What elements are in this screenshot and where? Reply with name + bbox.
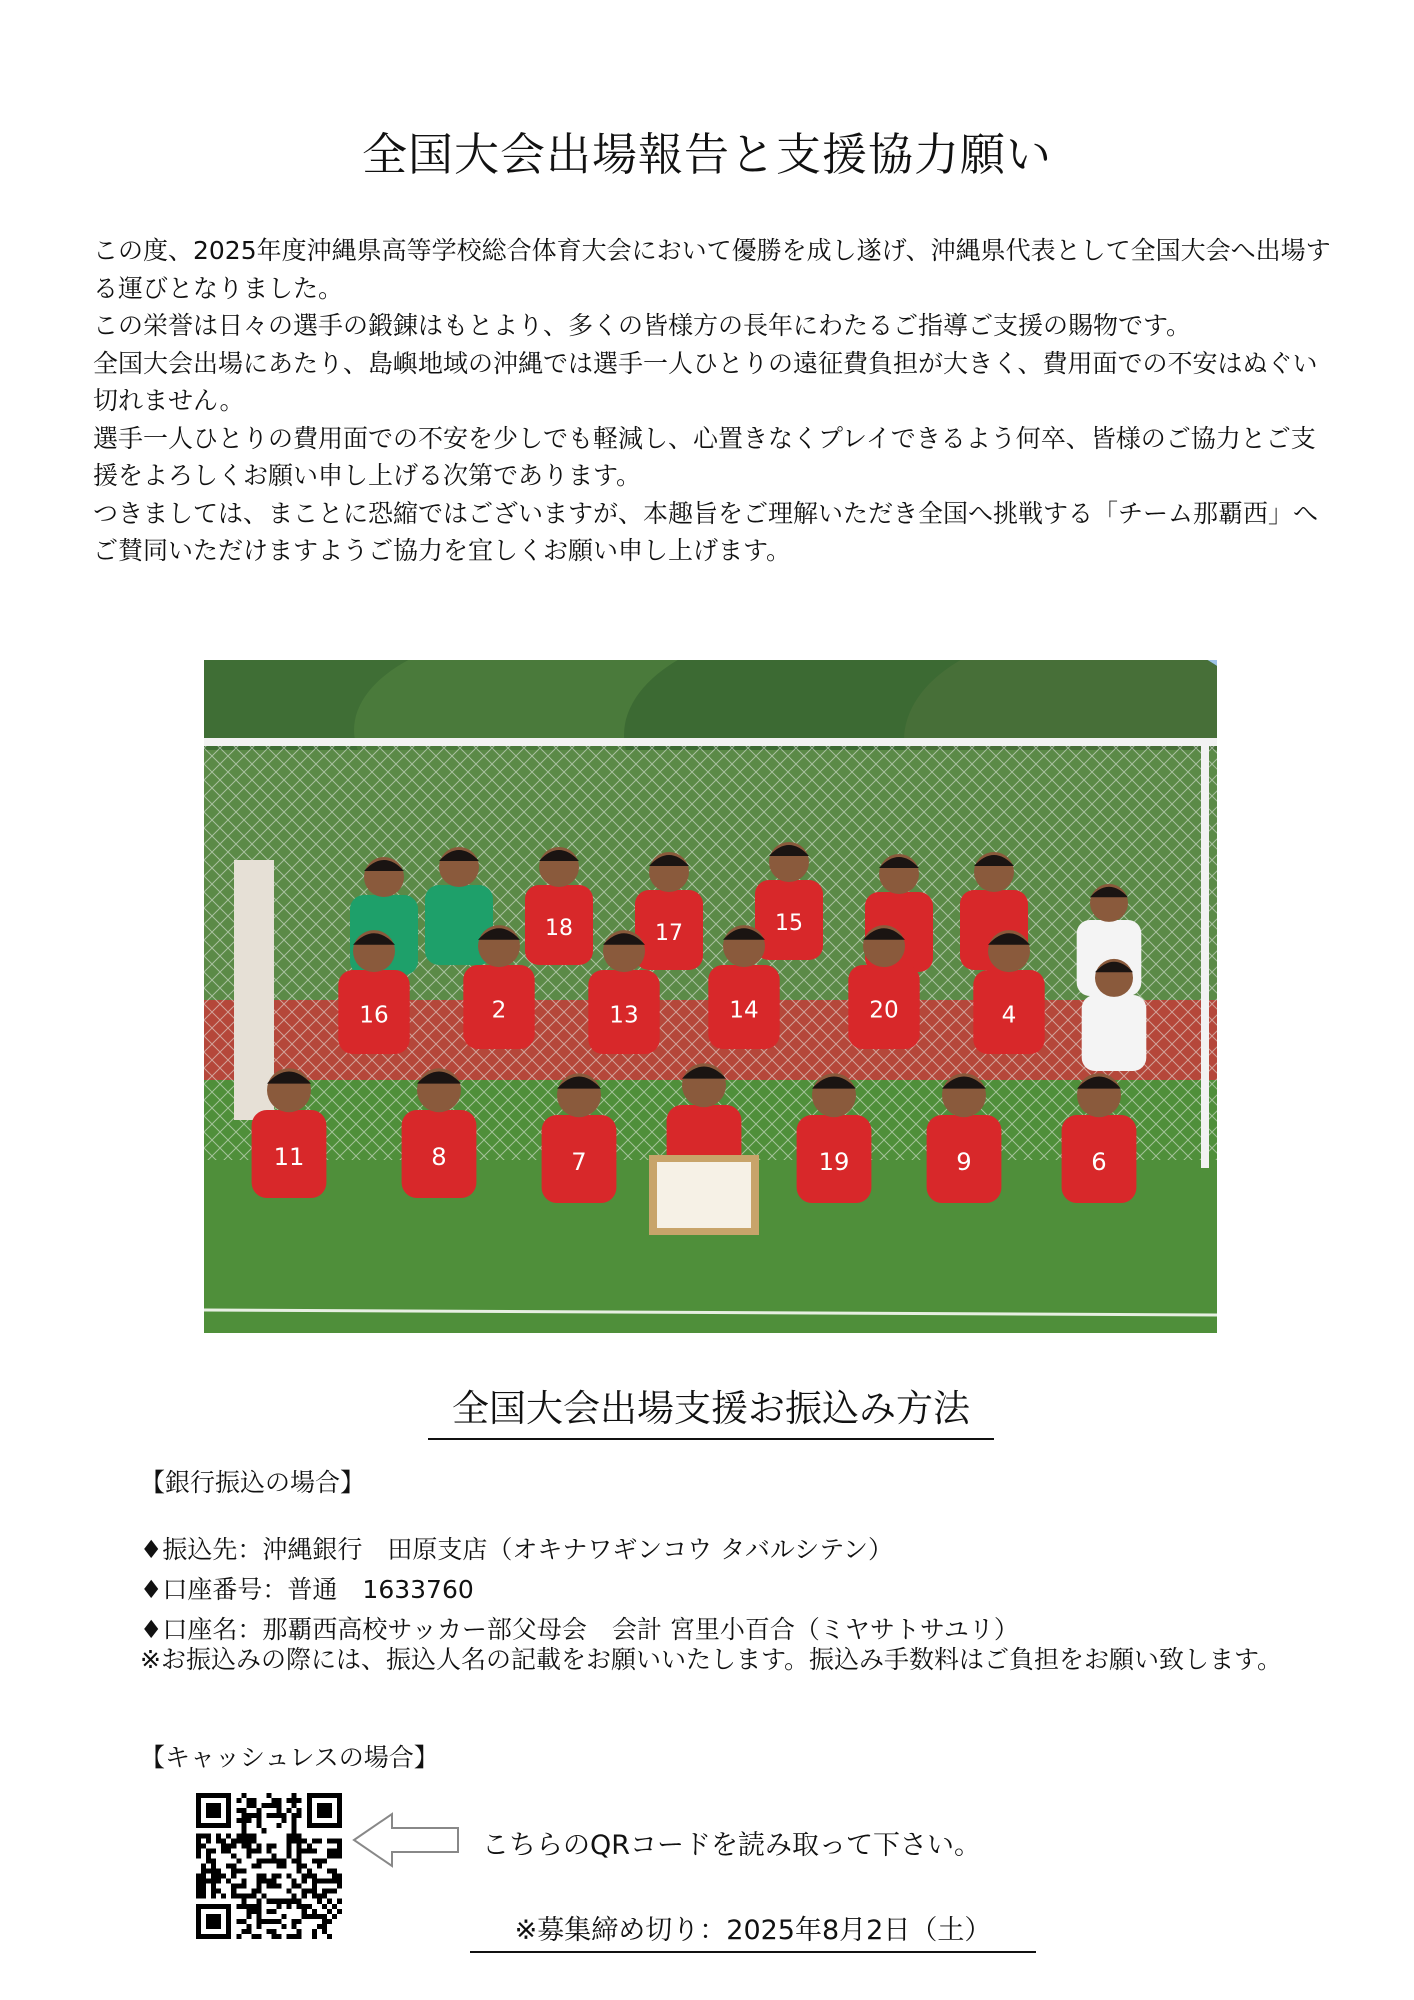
transfer-subtitle: 全国大会出場支援お振込み方法: [428, 1378, 994, 1440]
jersey-number: 14: [729, 997, 759, 1024]
jersey-number: 20: [869, 997, 899, 1024]
payee-line: ♦振込先：沖縄銀行 田原支店（オキナワギンコウ タバルシテン）: [140, 1535, 893, 1564]
account-number-line: ♦口座番号：普通 1633760: [140, 1575, 474, 1604]
jersey-number: 2: [491, 997, 507, 1024]
intro-paragraph: この栄誉は日々の選手の鍛錬はもとより、多くの皆様方の長年にわたるご指導ご支援の賜物です。: [93, 311, 1192, 340]
pennant-flag: [234, 860, 274, 1120]
deadline-text: ※募集締め切り：2025年8月2日（土）: [470, 1908, 1036, 1953]
qr-instruction: こちらのQRコードを読み取って下さい。: [482, 1830, 982, 1861]
left-arrow-icon: [352, 1810, 462, 1870]
intro-text: [93, 232, 1333, 570]
certificate: [657, 1162, 751, 1228]
account-name-line: ♦口座名：那覇西高校サッカー部父母会 会計 宮里小百合（ミヤサトサユリ）: [140, 1615, 1019, 1644]
team-photo: [204, 660, 1217, 1333]
intro-paragraph: この度、2025年度沖縄県高等学校総合体育大会において優勝を成し遂げ、沖縄県代表として全国大会へ出場する運びとなりました。: [93, 236, 1331, 303]
jersey-number: 17: [655, 921, 683, 946]
jersey-number: 18: [545, 916, 573, 941]
jersey-number: 15: [775, 911, 803, 936]
qr-code[interactable]: [196, 1793, 342, 1939]
jersey-number: 9: [956, 1148, 972, 1176]
intro-paragraph: 全国大会出場にあたり、島嶼地域の沖縄では選手一人ひとりの遠征費負担が大きく、費用面での不安はぬぐい切れません。: [93, 348, 1318, 415]
intro-paragraph: 選手一人ひとりの費用面での不安を少しでも軽減し、心置きなくプレイできるよう何卒、皆様のご協力とご支援をよろしくお願い申し上げる次第であります。: [93, 423, 1316, 490]
jersey-number: 13: [609, 1002, 639, 1029]
jersey-number: 8: [431, 1143, 447, 1171]
goal-post: [1201, 738, 1209, 1168]
intro-paragraph: つきましては、まことに恐縮ではございますが、本趣旨をご理解いただき全国へ挑戦する「チーム那覇西」へご賛同いただけますようご協力を宜しくお願い申し上げます。: [93, 498, 1319, 565]
jersey-number: 11: [273, 1143, 305, 1171]
jersey-number: 7: [571, 1148, 587, 1176]
page-title: 全国大会出場報告と支援協力願い: [361, 128, 1052, 181]
jersey-number: 16: [359, 1002, 389, 1029]
jersey-number: 4: [1001, 1002, 1017, 1029]
transfer-note: ※お振込みの際には、振込人名の記載をお願いいたします。振込み手数料はご負担をお願い致します。: [140, 1645, 1282, 1674]
jersey-number: 19: [818, 1148, 850, 1176]
goal-crossbar: [204, 738, 1217, 746]
jersey-number: 6: [1091, 1148, 1107, 1176]
cashless-heading: 【キャッシュレスの場合】: [140, 1743, 439, 1772]
bank-heading: 【銀行振込の場合】: [140, 1468, 366, 1497]
